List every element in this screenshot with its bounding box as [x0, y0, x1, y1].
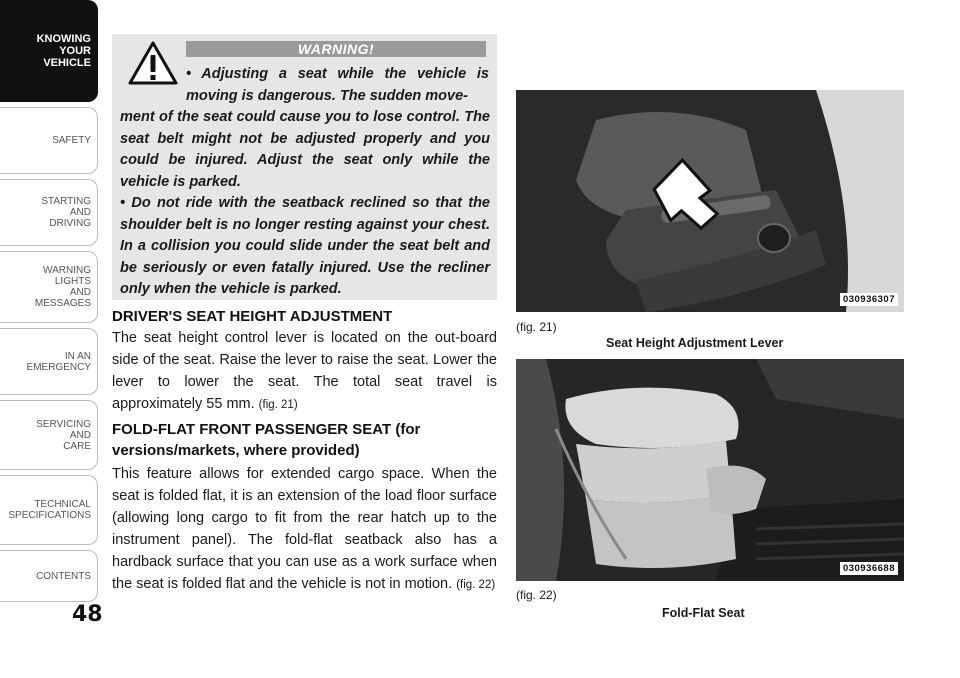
section-heading-seat-height: DRIVER'S SEAT HEIGHT ADJUSTMENT — [112, 308, 393, 325]
tab-safety[interactable] — [0, 107, 98, 174]
fold-flat-text: This feature allows for extended cargo space. When the seat is folded flat, it is an extension of the load floor surface (allowing long cargo to fit from the rear hatch up to the instrument panel). The fold-flat seatback also has a hardback surface that you can use as a work surface when the seat is folded flat and the vehicle is not in motion. — [112, 466, 497, 592]
tab-label-line: STARTING — [41, 196, 91, 207]
tab-label-line: YOUR — [59, 45, 91, 57]
tab-label-line: IN AN — [64, 350, 91, 362]
warning-triangle-icon — [128, 40, 178, 86]
section-body-seat-height — [112, 327, 497, 416]
fig-21-reference[interactable]: (fig. 21) — [258, 399, 298, 411]
tab-label-line: VEHICLE — [43, 57, 91, 69]
tab-starting-and-driving[interactable] — [0, 179, 98, 246]
warning-bullet-1-rest: ment of the seat could cause you to lose control. The seat belt might not be adjusted properly and you could be injured. Adjust the seat only while the vehicle is parked. — [120, 109, 490, 190]
tab-warning-lights-and-messages[interactable] — [0, 251, 98, 323]
warning-body — [120, 107, 490, 301]
tab-label-line: EMERGENCY — [26, 361, 91, 373]
tab-servicing-and-care[interactable] — [0, 400, 98, 470]
tab-label-line: AND — [69, 207, 91, 218]
tab-label-line: KNOWING — [36, 33, 91, 45]
warning-bullet-1-start: • Adjusting a seat while the vehicle is moving is dangerous. The sudden move- — [186, 66, 489, 104]
figure-fold-flat-seat — [516, 359, 904, 581]
figure-seat-height-lever — [516, 90, 904, 312]
tab-label-line: DRIVING — [49, 218, 91, 229]
tab-label-line: LIGHTS — [54, 276, 91, 287]
tab-label-line: AND — [69, 287, 91, 298]
tab-knowing-your-vehicle[interactable] — [0, 0, 98, 102]
tab-technical-specifications[interactable] — [0, 475, 98, 545]
figure-21-code: 030936307 — [840, 293, 898, 306]
page-number: 48 — [72, 602, 103, 627]
seat-height-text: The seat height control lever is located on the out-board side of the seat. Raise the lever to raise the seat. Lower the lever to lower the seat. The total seat travel is approximately 55 mm. — [112, 330, 497, 412]
figure-22-code: 030936688 — [840, 562, 898, 575]
tab-label-line: SERVICING — [36, 418, 91, 430]
tab-in-an-emergency[interactable] — [0, 328, 98, 395]
figure-21-label: (fig. 21) — [516, 320, 557, 334]
tab-label-line: CARE — [63, 440, 91, 452]
section-body-fold-flat — [112, 463, 497, 596]
tab-label-line: MESSAGES — [34, 298, 91, 309]
warning-title: WARNING! — [186, 41, 486, 57]
tab-label-line: AND — [69, 429, 91, 441]
warning-bullet-2: • Do not ride with the seatback reclined so that the shoulder belt is no longer resting against your chest. In a collision you could slide under the seat belt and be seriously or even fatally injured. Use the recliner only when the vehicle is parked. — [120, 195, 490, 297]
figure-22-caption: Fold-Flat Seat — [662, 606, 745, 620]
figure-22-label: (fig. 22) — [516, 588, 557, 602]
fig-22-reference[interactable]: (fig. 22) — [456, 579, 496, 591]
figure-21-caption: Seat Height Adjustment Lever — [606, 336, 784, 350]
section-heading-fold-flat: FOLD-FLAT FRONT PASSENGER SEAT (for versions/markets, where provided) — [112, 421, 421, 459]
tab-label-line: WARNING — [43, 265, 91, 276]
tab-label-line: TECHNICAL — [34, 499, 91, 510]
tab-contents[interactable] — [0, 550, 98, 602]
chapter-sidebar — [0, 0, 100, 678]
tab-label-line: CONTENTS — [36, 570, 91, 582]
tab-label-line: SPECIFICATIONS — [8, 510, 91, 521]
tab-label-line: SAFETY — [52, 135, 91, 146]
